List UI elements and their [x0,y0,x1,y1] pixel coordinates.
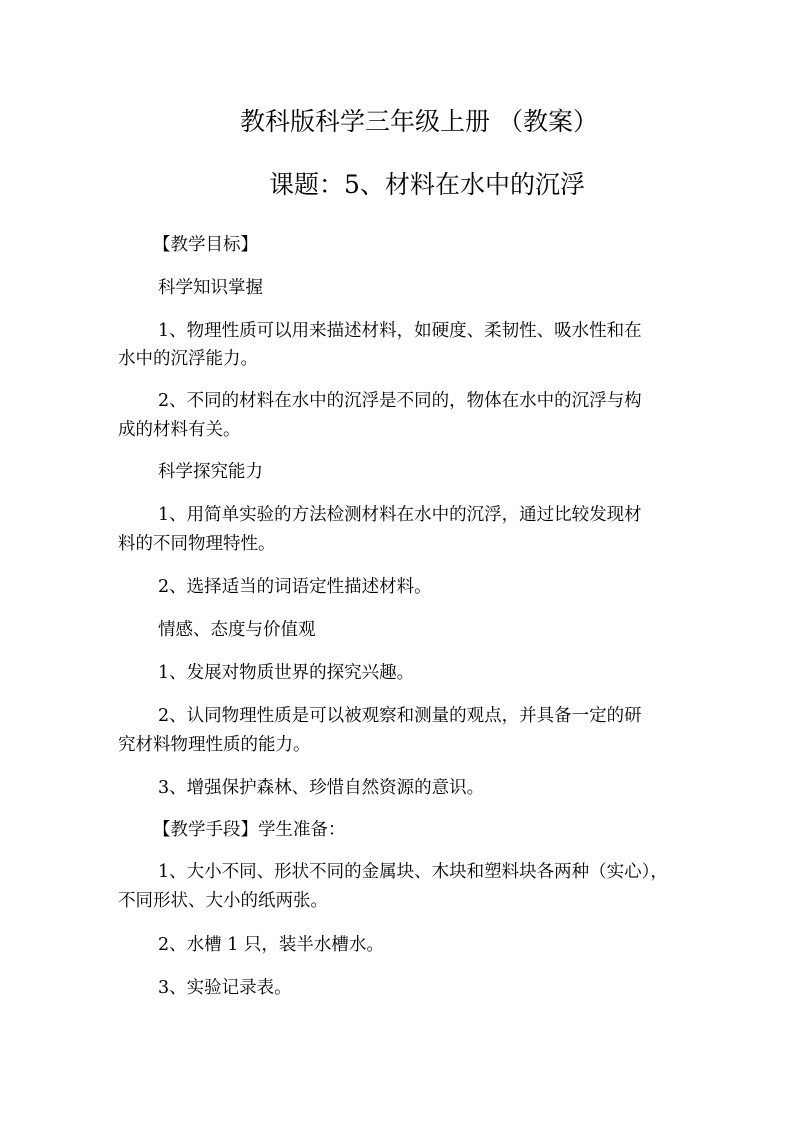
subheading-inquiry: 科学探究能力 [158,462,263,482]
section-heading-means: 【教学手段】学生准备： [153,820,346,840]
paragraph-line: 不同形状、大小的纸两张。 [118,891,328,911]
paragraph-line: 水中的沉浮能力。 [118,349,258,369]
paragraph-line: 料的不同物理特性。 [118,534,276,554]
paragraph-line: 2、认同物理性质是可以被观察和测量的观点，并具备一定的研 [158,706,642,726]
paragraph-line: 1、大小不同、形状不同的金属块、木块和塑料块各两种（实心）， [158,862,668,882]
section-heading-objectives: 【教学目标】 [153,235,258,255]
paragraph-line: 成的材料有关。 [118,420,241,440]
paragraph-line: 3、增强保护森林、珍惜自然资源的意识。 [158,778,485,798]
paragraph-line: 1、物理性质可以用来描述材料，如硬度、柔韧性、吸水性和在 [158,321,642,341]
document-title: 教科版科学三年级上册 （教案） [240,107,598,136]
paragraph-line: 究材料物理性质的能力。 [118,735,311,755]
paragraph-line: 3、实验记录表。 [158,978,292,998]
lesson-title: 课题：5、材料在水中的沉浮 [269,170,585,199]
subheading-attitude: 情感、态度与价值观 [158,620,316,640]
paragraph-line: 1、发展对物质世界的探究兴趣。 [158,663,415,683]
paragraph-line: 1、用简单实验的方法检测材料在水中的沉浮，通过比较发现材 [158,505,642,525]
paragraph-line: 2、不同的材料在水中的沉浮是不同的，物体在水中的沉浮与构 [158,391,642,411]
subheading-knowledge: 科学知识掌握 [158,278,263,298]
paragraph-line: 2、水槽 1 只，装半水槽水。 [158,935,384,955]
paragraph-line: 2、选择适当的词语定性描述材料。 [158,577,432,597]
